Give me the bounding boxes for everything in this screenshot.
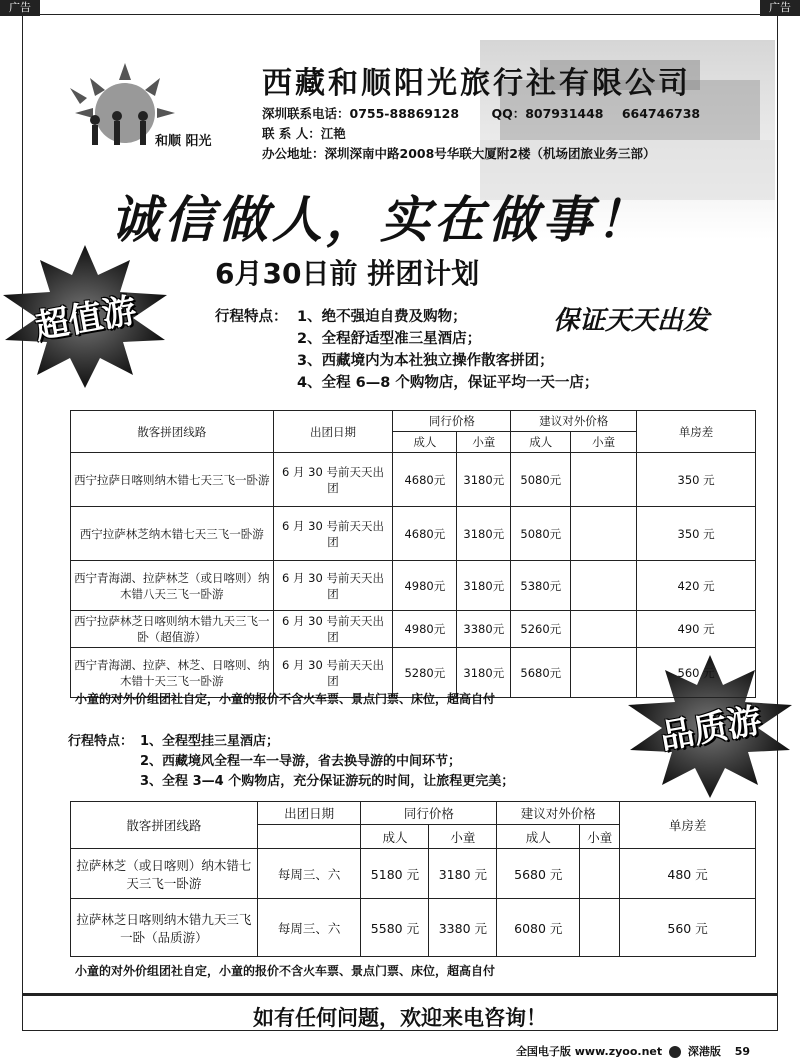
cell-adult: 5580 元 — [361, 899, 429, 957]
header-single: 单房差 — [620, 802, 756, 849]
badge-quality-tour: 品质游 — [620, 650, 800, 800]
table-row — [71, 561, 756, 611]
cell-date: 每周三、六 — [257, 899, 361, 957]
header-child: 小童 — [429, 825, 497, 849]
cell-route: 拉萨林芝（或日喀则）纳木错七天三飞一卧游 — [71, 849, 258, 899]
footer-divider — [22, 993, 778, 996]
guarantee-text: 保证天天出发 — [553, 306, 710, 336]
header-suggest: 建议对外价格 — [511, 411, 637, 432]
header-child: 小童 — [580, 825, 620, 849]
header-adult: 成人 — [361, 825, 429, 849]
table-row — [71, 899, 756, 957]
features1-item: 1、绝不强迫自费及购物； — [297, 309, 467, 325]
table1-note: 小童的对外价组团社自定，小童的报价不含火车票、景点门票、床位，超高自付 — [75, 692, 496, 706]
cell-adult: 4680元 — [393, 507, 457, 561]
page-footer: 全国电子版 www.zyoo.net 深港版 59 — [515, 1045, 750, 1058]
features1-item: 3、西藏境内为本社独立操作散客拼团； — [297, 353, 554, 369]
header-single: 单房差 — [637, 411, 756, 453]
features2-item: 3、全程 3—4 个购物店，充分保证游玩的时间，让旅程更完美； — [140, 774, 515, 789]
tour-table-1 — [70, 410, 756, 698]
brand-icon — [669, 1046, 681, 1058]
cell-child: 3180元 — [457, 507, 511, 561]
cell-child: 3380元 — [457, 611, 511, 648]
cell-suggest-adult: 5380元 — [511, 561, 571, 611]
cell-date: 6 月 30 号前天天出团 — [273, 507, 393, 561]
cell-date: 6 月 30 号前天天出团 — [273, 561, 393, 611]
cell-adult: 5180 元 — [361, 849, 429, 899]
header-child: 小童 — [457, 432, 511, 453]
cell-date: 6 月 30 号前天天出团 — [273, 453, 393, 507]
cell-child: 3380 元 — [429, 899, 497, 957]
features2-label: 行程特点： — [68, 734, 134, 749]
cell-suggest-child — [571, 561, 637, 611]
features1-item: 2、全程舒适型准三星酒店； — [297, 331, 482, 347]
cell-suggest-child — [571, 507, 637, 561]
footer-text: 如有任何问题，欢迎来电咨询！ — [253, 1005, 547, 1030]
company-name: 西藏和顺阳光旅行社有限公司 — [262, 66, 691, 101]
corner-tag-left: 广告 — [0, 0, 40, 16]
cell-single: 560 元 — [637, 648, 756, 698]
header-date: 出团日期 — [273, 411, 393, 453]
company-logo — [55, 58, 245, 168]
cell-suggest-adult: 5260元 — [511, 611, 571, 648]
cell-suggest-child — [580, 849, 620, 899]
cell-suggest-child — [571, 453, 637, 507]
cell-adult: 5280元 — [393, 648, 457, 698]
header-date: 出团日期 — [257, 802, 361, 825]
features2-item: 2、西藏境风全程一车一导游，省去换导游的中间环节； — [140, 754, 462, 769]
slogan: 诚信做人，实在做事！ — [110, 190, 650, 249]
header-route: 散客拼团线路 — [71, 411, 274, 453]
cell-route: 拉萨林芝日喀则纳木错九天三飞一卧（品质游） — [71, 899, 258, 957]
plan-title: 6月30日前 拼团计划 — [215, 257, 480, 290]
contact-line: 联 系 人：江艳 — [262, 126, 346, 141]
cell-single: 560 元 — [620, 899, 756, 957]
cell-date: 6 月 30 号前天天出团 — [273, 611, 393, 648]
cell-suggest-child — [571, 648, 637, 698]
cell-single: 420 元 — [637, 561, 756, 611]
cell-suggest-adult: 5680元 — [511, 648, 571, 698]
table-row — [71, 453, 756, 507]
header-adult: 成人 — [497, 825, 580, 849]
corner-tag-right: 广告 — [760, 0, 800, 16]
table2-note: 小童的对外价组团社自定，小童的报价不含火车票、景点门票、床位，超高自付 — [75, 964, 496, 978]
header-child: 小童 — [571, 432, 637, 453]
header-peer: 同行价格 — [393, 411, 511, 432]
phone-line: 深圳联系电话：0755-88869128 QQ：807931448 664746738 — [262, 106, 701, 121]
cell-suggest-child — [580, 899, 620, 957]
tour-table-2 — [70, 801, 756, 957]
header-date-blank — [257, 825, 361, 849]
cell-route: 西宁青海湖、拉萨林芝（或日喀则）纳木错八天三飞一卧游 — [71, 561, 274, 611]
features1-label: 行程特点： — [215, 309, 288, 325]
cell-suggest-adult: 5680 元 — [497, 849, 580, 899]
cell-route: 西宁拉萨林芝纳木错七天三飞一卧游 — [71, 507, 274, 561]
cell-single: 480 元 — [620, 849, 756, 899]
badge-value-tour: 超值游 — [0, 240, 175, 390]
cell-route: 西宁青海湖、拉萨、林芝、日喀则、纳木错十天三飞一卧游 — [71, 648, 274, 698]
features1-item: 4、全程 6—8 个购物店，保证平均一天一店； — [297, 375, 599, 391]
cell-single: 350 元 — [637, 453, 756, 507]
cell-child: 3180 元 — [429, 849, 497, 899]
header-adult: 成人 — [393, 432, 457, 453]
cell-suggest-adult: 5080元 — [511, 453, 571, 507]
cell-single: 350 元 — [637, 507, 756, 561]
cell-suggest-adult: 6080 元 — [497, 899, 580, 957]
address-line: 办公地址：深圳深南中路2008号华联大厦附2楼（机场团旅业务三部） — [262, 146, 656, 161]
header-route: 散客拼团线路 — [71, 802, 258, 849]
table-row — [71, 507, 756, 561]
cell-route: 西宁拉萨日喀则纳木错七天三飞一卧游 — [71, 453, 274, 507]
header-suggest: 建议对外价格 — [497, 802, 620, 825]
cell-adult: 4980元 — [393, 611, 457, 648]
cell-child: 3180元 — [457, 648, 511, 698]
features2-item: 1、全程型挂三星酒店； — [140, 734, 280, 749]
cell-route: 西宁拉萨林芝日喀则纳木错九天三飞一卧（超值游） — [71, 611, 274, 648]
cell-child: 3180元 — [457, 453, 511, 507]
header-adult: 成人 — [511, 432, 571, 453]
logo-text: 和顺 阳光 — [155, 134, 212, 149]
cell-adult: 4680元 — [393, 453, 457, 507]
cell-suggest-child — [571, 611, 637, 648]
cell-single: 490 元 — [637, 611, 756, 648]
cell-date: 每周三、六 — [257, 849, 361, 899]
table-row — [71, 611, 756, 648]
cell-adult: 4980元 — [393, 561, 457, 611]
cell-date: 6 月 30 号前天天出团 — [273, 648, 393, 698]
cell-suggest-adult: 5080元 — [511, 507, 571, 561]
header-peer: 同行价格 — [361, 802, 497, 825]
cell-child: 3180元 — [457, 561, 511, 611]
table-row — [71, 849, 756, 899]
